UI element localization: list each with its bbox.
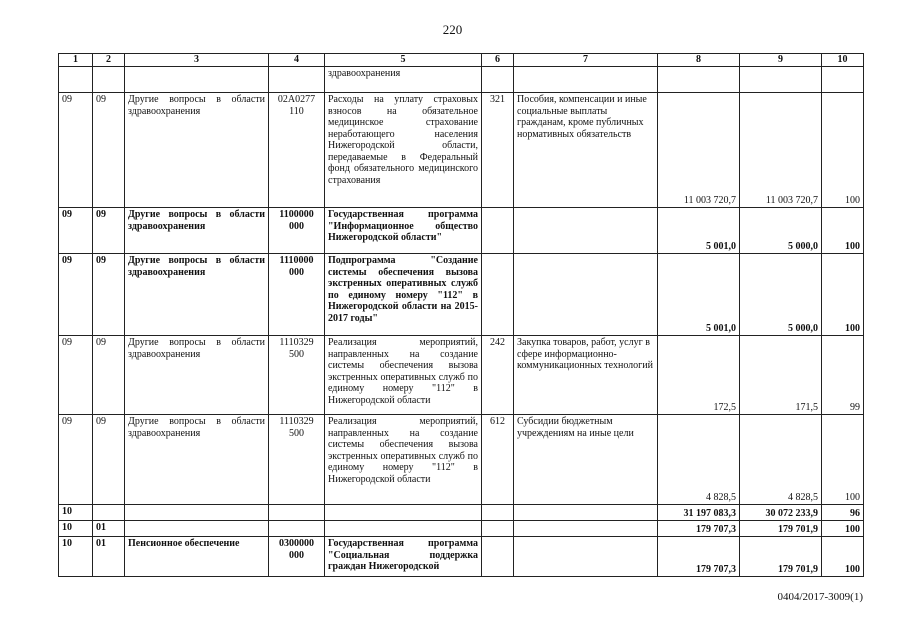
- executed-amount-cell: 4 828,5: [740, 415, 822, 505]
- percent-cell: 100: [822, 537, 864, 577]
- subsection-cell: [93, 505, 125, 521]
- section-cell: 09: [59, 336, 93, 415]
- section-name-cell: Другие вопросы в области здравоохранения: [125, 93, 269, 208]
- approved-amount-cell: 4 828,5: [658, 415, 740, 505]
- section-name-cell: [125, 521, 269, 537]
- expense-type-name-cell: [514, 208, 658, 254]
- column-header: 5: [325, 54, 482, 67]
- target-name-cell: Реализация мероприятий, направленных на создание системы обеспечения вызова экстренных оперативных служб по единому номеру "112" в Нижегородской области: [325, 415, 482, 505]
- expense-type-code-cell: [482, 521, 514, 537]
- table-row: [59, 254, 864, 336]
- column-header: 4: [269, 54, 325, 67]
- executed-amount-cell: 179 701,9: [740, 521, 822, 537]
- expense-type-code-cell: 321: [482, 93, 514, 208]
- subsection-cell: 09: [93, 208, 125, 254]
- subsection-cell: 09: [93, 254, 125, 336]
- column-header: 2: [93, 54, 125, 67]
- section-cell: 09: [59, 415, 93, 505]
- section-name-cell: Другие вопросы в области здравоохранения: [125, 208, 269, 254]
- subsection-cell: 09: [93, 336, 125, 415]
- target-name-cell: Подпрограмма "Создание системы обеспечения вызова экстренных оперативных служб по единому номеру "112" в Нижегородской области на 2015-2017 годы": [325, 254, 482, 336]
- executed-amount-cell: 171,5: [740, 336, 822, 415]
- column-header: 9: [740, 54, 822, 67]
- section-name-cell: Другие вопросы в области здравоохранения: [125, 254, 269, 336]
- section-name-cell: Другие вопросы в области здравоохранения: [125, 336, 269, 415]
- expense-type-code-cell: 612: [482, 415, 514, 505]
- document-code: 0404/2017-3009(1): [777, 591, 863, 603]
- approved-amount-cell: 179 707,3: [658, 521, 740, 537]
- expense-type-name-cell: [514, 537, 658, 577]
- executed-amount-cell: 5 000,0: [740, 208, 822, 254]
- approved-amount-cell: 172,5: [658, 336, 740, 415]
- column-header: 8: [658, 54, 740, 67]
- continuation-text: здравоохранения: [325, 67, 482, 93]
- section-cell: 10: [59, 505, 93, 521]
- section-name-cell: Пенсионное обеспечение: [125, 537, 269, 577]
- target-code-cell: 1110329 500: [269, 336, 325, 415]
- expense-type-name-cell: Субсидии бюджетным учреждениям на иные цели: [514, 415, 658, 505]
- target-code-cell: 1100000 000: [269, 208, 325, 254]
- expense-type-name-cell: [514, 521, 658, 537]
- approved-amount-cell: 31 197 083,3: [658, 505, 740, 521]
- executed-amount-cell: 30 072 233,9: [740, 505, 822, 521]
- approved-amount-cell: 5 001,0: [658, 208, 740, 254]
- target-code-cell: 1110000 000: [269, 254, 325, 336]
- target-code-cell: [269, 521, 325, 537]
- target-name-cell: Реализация мероприятий, направленных на создание системы обеспечения вызова экстренных оперативных служб по единому номеру "112" в Нижегородской области: [325, 336, 482, 415]
- table-row: [59, 505, 864, 521]
- continuation-row: [59, 67, 864, 93]
- table-row: [59, 336, 864, 415]
- target-name-cell: Государственная программа "Информационное общество Нижегородской области": [325, 208, 482, 254]
- column-header: 6: [482, 54, 514, 67]
- table-row: [59, 537, 864, 577]
- target-code-cell: [269, 505, 325, 521]
- expense-type-name-cell: Пособия, компенсации и иные социальные выплаты гражданам, кроме публичных нормативных обязательств: [514, 93, 658, 208]
- approved-amount-cell: 179 707,3: [658, 537, 740, 577]
- target-code-cell: 02А0277 110: [269, 93, 325, 208]
- executed-amount-cell: 11 003 720,7: [740, 93, 822, 208]
- budget-table: [58, 53, 864, 577]
- column-header: 3: [125, 54, 269, 67]
- subsection-cell: 09: [93, 415, 125, 505]
- page-number: 220: [442, 22, 463, 37]
- target-name-cell: [325, 521, 482, 537]
- approved-amount-cell: 5 001,0: [658, 254, 740, 336]
- subsection-cell: 01: [93, 537, 125, 577]
- target-name-cell: [325, 505, 482, 521]
- percent-cell: 99: [822, 336, 864, 415]
- expense-type-code-cell: 242: [482, 336, 514, 415]
- table-row: [59, 93, 864, 208]
- executed-amount-cell: 179 701,9: [740, 537, 822, 577]
- approved-amount-cell: 11 003 720,7: [658, 93, 740, 208]
- column-header: 1: [59, 54, 93, 67]
- expense-type-name-cell: [514, 505, 658, 521]
- expense-type-code-cell: [482, 208, 514, 254]
- section-cell: 09: [59, 254, 93, 336]
- percent-cell: 96: [822, 505, 864, 521]
- percent-cell: 100: [822, 415, 864, 505]
- expense-type-name-cell: Закупка товаров, работ, услуг в сфере информационно-коммуникационных технологий: [514, 336, 658, 415]
- section-cell: 10: [59, 521, 93, 537]
- table-row: [59, 208, 864, 254]
- expense-type-code-cell: [482, 254, 514, 336]
- subsection-cell: 01: [93, 521, 125, 537]
- section-cell: 09: [59, 93, 93, 208]
- column-header: 7: [514, 54, 658, 67]
- percent-cell: 100: [822, 208, 864, 254]
- subsection-cell: 09: [93, 93, 125, 208]
- table-row: [59, 415, 864, 505]
- percent-cell: 100: [822, 254, 864, 336]
- section-name-cell: [125, 505, 269, 521]
- column-header: 10: [822, 54, 864, 67]
- target-code-cell: 0300000 000: [269, 537, 325, 577]
- section-name-cell: Другие вопросы в области здравоохранения: [125, 415, 269, 505]
- expense-type-code-cell: [482, 537, 514, 577]
- section-cell: 10: [59, 537, 93, 577]
- target-code-cell: 1110329 500: [269, 415, 325, 505]
- table-row: [59, 521, 864, 537]
- target-name-cell: Государственная программа "Социальная поддержка граждан Нижегородской: [325, 537, 482, 577]
- executed-amount-cell: 5 000,0: [740, 254, 822, 336]
- percent-cell: 100: [822, 521, 864, 537]
- percent-cell: 100: [822, 93, 864, 208]
- header-row: [59, 54, 864, 67]
- expense-type-name-cell: [514, 254, 658, 336]
- expense-type-code-cell: [482, 505, 514, 521]
- target-name-cell: Расходы на уплату страховых взносов на обязательное медицинское страхование неработающего населения Нижегородской области, передаваемые в Федеральный фонд обязательного медицинского страхования: [325, 93, 482, 208]
- section-cell: 09: [59, 208, 93, 254]
